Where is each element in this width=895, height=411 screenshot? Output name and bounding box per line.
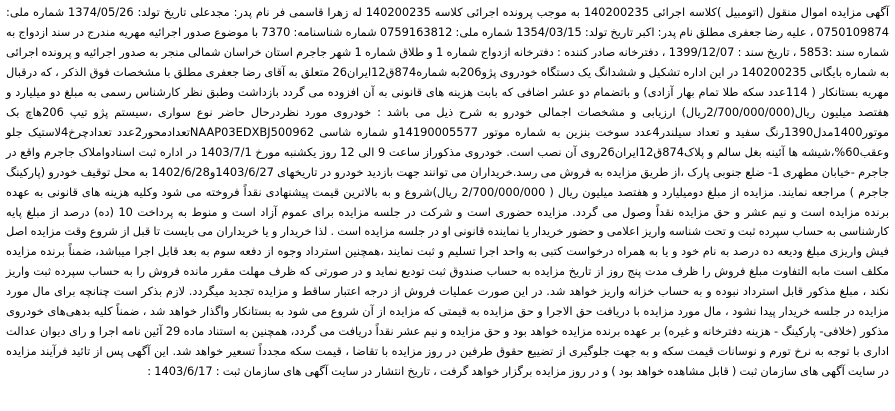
notice-body-text: آگهی مزایده اموال منقول (اتومبیل )کلاسه اجرائی 140200235 به موجب پرونده اجرائی کلاسه 140200235 له زهرا قاسمی فر نام پدر: مجدعلی تاریخ تولد: 1374/05/26 شماره ملی: 0750109874 ، علیه رضا جعفری مطلق نام پدر: اکبر تاریخ تولد: 1354/03/15 شماره ملی: 0759163812 شماره شناسنامه: 7370 با موضوع صدور اجرائیه مهریه مندرج در سند ازدواج به شماره سند :5853 ، تاریخ سند : 1399/12/07 ، دفترخانه صادر کننده : دفترخانه ازدواج شماره 1 و طلاق شماره 1 شهر جاجرم استان خراسان شمالی منجر به صدور اجرائیه و پرونده اجرائی به شماره بایگانی 140200235 در این اداره تشکیل و ششدانگ یک دستگاه خودروی پژو206به شماره874ق12ایران26 متعلق به آقای رضا جعفری مطلق با مشخصات فوق الذکر ، که درقبال مهریه بستانکار ( 114عدد سکه طلا تمام بهار آزادی) و باتضمام دو عشر اضافی که بابت هزینه های قانونی به آن افزوده می گردد بازداشت وطبق نظر کارشناس رسمی به مبلغ دو میلیارد و هفتصد میلیون ریال(2/700/000/000ریال) ارزیابی و مشخصات اجمالی خودرو به شرح ذیل می باشد : خودروی مورد نظردرحال حاضر نوع سواری ،سیستم پژو تیپ 206هاچ بک موتور1400مدل1390رنگ سفید و تعداد سیلندر4عدد سوخت بنزین به شماره موتور 14190005577و شماره شاسی NAAP03EDXBJ500962تعدادمحور2عدد تعدادچرخ4لاستیک جلو وعقب60%،شیشه ها آئینه بغل سالم و پلاک874ق12ایران26روی آن نصب است. خودروی مذکوراز ساعت 9 الی 12 روز یکشنبه مورخ 1403/7/1 در اداره ثبت اسنادواملاک جاجرم واقع در جاجرم -خیابان مطهری 1- ضلع جنوبی پارک ،از طریق مزایده به فروش می رسد.خریداران می توانند جهت بازدید خودرو در تاریخهای 1403/6/27و1402/6/28 به محل توقیف خودرو (پارکینگ جاجرم ) مراجعه نمایند. مزایده از مبلغ دومیلیارد و هفتصد میلیون ریال ( 2/700/000/000 ریال)شروع و به بالاترین قیمت پیشنهادی نقداً فروخته می شود وکلیه هزینه های قانونی به عهده برنده مزایده است و نیم عشر و حق مزایده نقداً وصول می گردد. مزایده حضوری است و شرکت در جلسه مزایده برای عموم آزاد است و منوط به پرداخت 10 (ده) درصد از مبلغ پایه کارشناسی به حساب سپرده ثبت و تحت شناسه واریز اعلامی و حضور خریدار یا نماینده قانونی او در جلسه مزایده است . لذا خریدار و یا خریداران می بایست تا قبل از شروع وقت مزایده اصل فیش واریزی مبلغ ودیعه ده درصد به نام خود و یا به همراه درخواست کتبی به واحد اجرا تسلیم و ثبت نمایند ،همچنین استرداد وجوه از دفعه سوم به بعد قابل اجرا میباشد، ضمناً برنده مزایده مکلف است مابه التفاوت مبلغ فروش را ظرف مدت پنج روز از تاریخ مزایده به حساب صندوق ثبت تودیع نماید و در صورتی که ظرف مهلت مقرر مانده فروش را به حساب سپرده ثبت واریز نکند ، مبلغ مذکور قابل استرداد نبوده و به حساب خزانه واریز خواهد شد. در این صورت عملیات فروش از درجه اعتبار ساقط و مزایده تجدید میگردد. لازم بذکر است چنانچه برای مال مورد مزایده در جلسه خریدار پیدا نشود ، مال مورد مزایده با دریافت حق الاجرا و حق مزایده به قیمتی که مزایده از آن شروع می شود به بستانکار واگذار خواهد شد ، ضمناً کلیه بدهی‌های خودروی مذکور (خلافی- پارکینگ - هزینه دفترخانه و غیره) بر عهده برنده مزایده خواهد بود و حق مزایده و نیم عشر نقداً دریافت می گردد، همچنین به استناد ماده 29 آئین نامه اجرا و رای دیوان عدالت اداری با توجه به نرخ تورم و نوسانات قیمت سکه و به جهت جلوگیری از تضییع حقوق طرفین در روز مزایده با تقاضا ، قیمت سکه مجدداً تسعیر خواهد شد. این آگهی پس از تائید فرآیند مزایده در سایت آگهی های سازمان ثبت ( قابل مشاهده خواهد بود ) و در روز مزایده برگزار خواهد گرفت ، تاریخ انتشار در سایت آگهی های سازمان ثبت : 1403/6/17 : xyxy=(6,5,889,379)
